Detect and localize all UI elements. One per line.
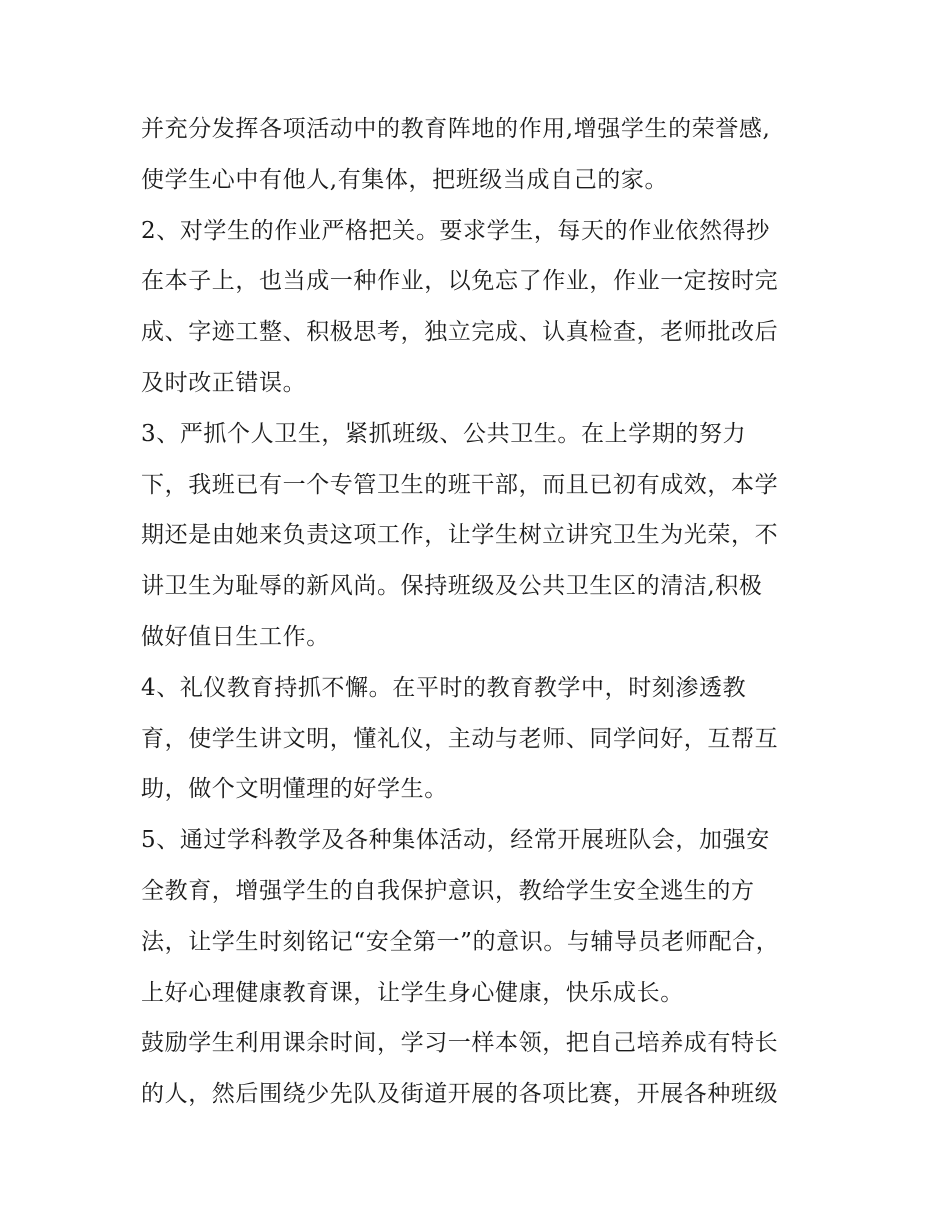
text-line: 上好心理健康教育课，让学生身心健康，快乐成长。: [141, 979, 684, 1006]
text-line: 法，让学生时刻铭记“安全第一”的意识。与辅导员老师配合，: [141, 928, 780, 955]
text-line: 成、字迹工整、积极思考，独立完成、认真检查，老师批改后: [141, 319, 779, 346]
text-line: 讲卫生为耻辱的新风尚。保持班级及公共卫生区的清洁,积极: [141, 573, 763, 600]
text-line: 助，做个文明懂理的好学生。: [141, 776, 448, 803]
text-line: 全教育，增强学生的自我保护意识，教给学生安全逃生的方: [141, 877, 755, 904]
text-line: 3、严抓个人卫生，紧抓班级、公共卫生。在上学期的努力: [141, 420, 747, 447]
text-line: 鼓励学生利用课余时间，学习一样本领，把自己培养成有特长: [141, 1030, 779, 1057]
text-line: 做好值日生工作。: [141, 623, 330, 650]
text-line: 育，使学生讲文明，懂礼仪，主动与老师、同学问好，互帮互: [141, 725, 779, 752]
text-line: 期还是由她来负责这项工作，让学生树立讲究卫生为光荣，不: [141, 522, 779, 549]
text-line: 并充分发挥各项活动中的教育阵地的作用,增强学生的荣誉感,: [141, 116, 771, 142]
text-line: 使学生心中有他人,有集体，把班级当成自己的家。: [141, 166, 669, 193]
text-line: 在本子上，也当成一种作业，以免忘了作业，作业一定按时完: [141, 268, 779, 295]
text-line: 4、礼仪教育持抓不懈。在平时的教育教学中，时刻渗透教: [141, 674, 747, 701]
text-line: 的人，然后围绕少先队及街道开展的各项比赛，开展各种班级: [141, 1081, 779, 1108]
text-line: 5、通过学科教学及各种集体活动，经常开展班队会，加强安: [141, 827, 770, 854]
text-line: 及时改正错误。: [141, 369, 307, 396]
document-body: [141, 104, 821, 1120]
text-line: 2、对学生的作业严格把关。要求学生，每天的作业依然得抄: [141, 217, 770, 244]
text-line: 下，我班已有一个专管卫生的班干部，而且已初有成效，本学: [141, 471, 779, 498]
